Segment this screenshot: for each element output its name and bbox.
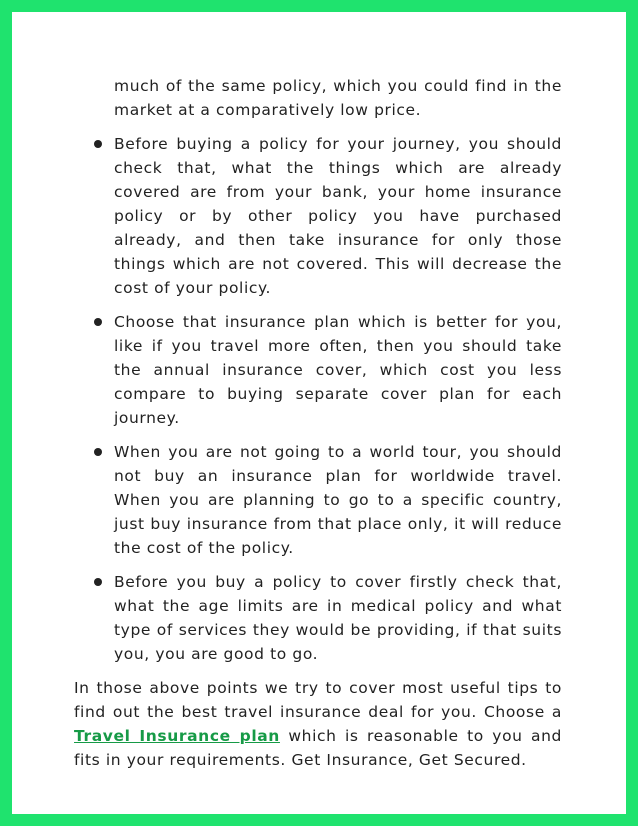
list-item-text: Before buying a policy for your journey, you should check that, what the things which are already covered are from your bank, your home insurance policy or by other policy you have purchased already, and then take insurance for only those things which are not covered. This will decrease the cost of your policy. bbox=[114, 135, 562, 297]
bullet-icon bbox=[94, 318, 102, 326]
list-item bbox=[74, 570, 562, 666]
closing-text-start: In those above points we try to cover most useful tips to find out the best travel insurance deal for you. Choose a bbox=[74, 679, 562, 721]
list-item bbox=[74, 310, 562, 430]
list-item bbox=[74, 132, 562, 300]
travel-insurance-plan-link[interactable]: Travel Insurance plan bbox=[74, 727, 280, 745]
list-item bbox=[74, 440, 562, 560]
bullet-icon bbox=[94, 578, 102, 586]
bullet-icon bbox=[94, 140, 102, 148]
closing-text-end: which is reasonable to you and fits in your requirements. Get Insurance, Get Secured. bbox=[74, 727, 562, 769]
list-item-text: Choose that insurance plan which is better for you, like if you travel more often, then you should take the annual insurance cover, which cost you less compare to buying separate cover plan for each journey. bbox=[114, 313, 562, 427]
list-item-text: When you are not going to a world tour, you should not buy an insurance plan for worldwide travel. When you are planning to go to a specific country, just buy insurance from that place only, it will reduce the cost of the policy. bbox=[114, 443, 562, 557]
document-body bbox=[74, 74, 562, 788]
continuation-paragraph: much of the same policy, which you could find in the market at a comparatively low price. bbox=[114, 77, 562, 119]
bullet-icon bbox=[94, 448, 102, 456]
list-item-text: Before you buy a policy to cover firstly check that, what the age limits are in medical policy and what type of services they would be providing, if that suits you, you are good to go. bbox=[114, 573, 562, 663]
tips-list bbox=[74, 132, 562, 666]
closing-paragraph bbox=[74, 676, 562, 772]
